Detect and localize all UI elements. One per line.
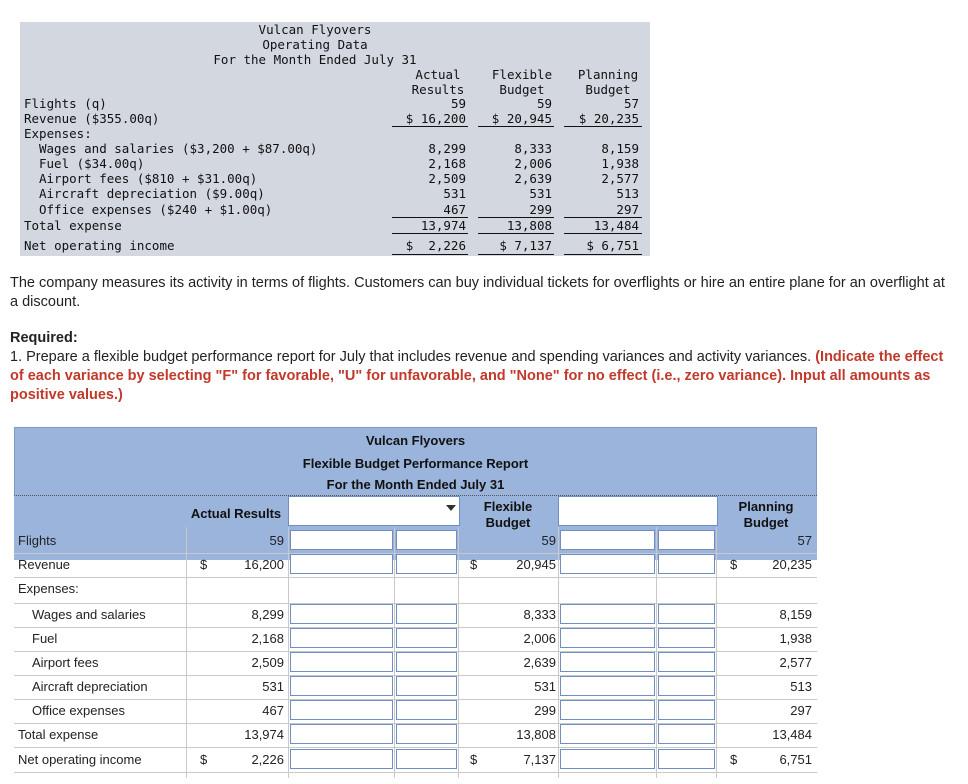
opdata-rule xyxy=(478,126,554,127)
activity-variance-effect-select[interactable] xyxy=(658,676,715,696)
opdata-actual-value: 8,299 xyxy=(428,141,466,156)
variance-amount-input[interactable] xyxy=(290,554,393,574)
activity-variance-amount-input[interactable] xyxy=(560,652,655,672)
opdata-planning-value: 1,938 xyxy=(601,156,639,171)
flexible-value: 20,945 xyxy=(516,557,556,572)
opdata-rule xyxy=(564,233,642,234)
table-row xyxy=(14,553,817,578)
activity-variance-label-input[interactable] xyxy=(558,496,718,526)
opdata-actual-value: 59 xyxy=(450,96,466,111)
table-row xyxy=(14,627,817,652)
row-label: Fuel xyxy=(32,631,58,646)
opdata-col-flexible-1: Flexible xyxy=(491,67,553,82)
opdata-actual-value: 2,168 xyxy=(428,156,466,171)
table-row xyxy=(14,529,817,554)
opdata-col-planning-2: Budget xyxy=(585,82,631,97)
variance-label-select[interactable] xyxy=(288,496,460,526)
activity-variance-effect-select[interactable] xyxy=(658,749,715,769)
opdata-actual-value: 2,509 xyxy=(428,171,466,186)
row-label: Net operating income xyxy=(18,752,142,767)
table-row xyxy=(14,651,817,676)
col-flexible-budget-2: Budget xyxy=(485,515,531,530)
opdata-actual-value: $ 16,200 xyxy=(405,111,466,126)
opdata-rule xyxy=(392,233,468,234)
performance-report xyxy=(14,427,817,778)
row-label: Total expense xyxy=(18,727,99,742)
dollar-sign: $ xyxy=(470,557,478,572)
planning-value: 2,577 xyxy=(779,655,812,670)
variance-effect-select[interactable] xyxy=(396,676,457,696)
opdata-row-label: Expenses: xyxy=(24,126,92,141)
variance-effect-select[interactable] xyxy=(396,652,457,672)
actual-value: 531 xyxy=(262,679,284,694)
flexible-value: 7,137 xyxy=(523,752,556,767)
table-row xyxy=(14,699,817,724)
opdata-row-label: Revenue ($355.00q) xyxy=(24,111,160,126)
opdata-flexible-value: 531 xyxy=(529,186,552,201)
activity-variance-amount-input[interactable] xyxy=(560,676,655,696)
variance-amount-input[interactable] xyxy=(290,628,393,648)
opdata-rule xyxy=(564,126,642,127)
row-label: Flights xyxy=(18,533,57,548)
actual-value: 467 xyxy=(262,703,284,718)
planning-value: 8,159 xyxy=(779,607,812,622)
planning-value: 297 xyxy=(790,703,812,718)
opdata-col-planning-1: Planning xyxy=(577,67,639,82)
required-instructions xyxy=(10,348,955,405)
opdata-flexible-value: 8,333 xyxy=(514,141,552,156)
opdata-rule xyxy=(564,254,642,255)
opdata-flexible-value: $ 7,137 xyxy=(499,238,552,253)
chevron-down-icon[interactable] xyxy=(446,505,456,511)
opdata-subtitle: Operating Data xyxy=(262,37,368,52)
planning-value: 20,235 xyxy=(772,557,812,572)
flexible-value: 59 xyxy=(541,533,556,548)
activity-variance-amount-input[interactable] xyxy=(560,724,655,744)
opdata-row-label: Fuel ($34.00q) xyxy=(39,156,145,171)
report-period: For the Month Ended July 31 xyxy=(326,477,505,492)
opdata-planning-value: 13,484 xyxy=(593,218,639,233)
opdata-actual-value: 467 xyxy=(443,202,466,217)
variance-effect-select[interactable] xyxy=(396,628,457,648)
opdata-title: Vulcan Flyovers xyxy=(258,22,372,37)
opdata-row-label: Aircraft depreciation ($9.00q) xyxy=(39,186,265,201)
variance-amount-input[interactable] xyxy=(290,724,393,744)
actual-value: 13,974 xyxy=(244,727,284,742)
activity-variance-effect-select[interactable] xyxy=(658,554,715,574)
activity-variance-effect-select[interactable] xyxy=(658,628,715,648)
opdata-row-label: Flights (q) xyxy=(24,96,107,111)
required-block xyxy=(10,329,955,405)
flexible-value: 8,333 xyxy=(523,607,556,622)
opdata-planning-value: 513 xyxy=(616,186,639,201)
opdata-flexible-value: 13,808 xyxy=(506,218,552,233)
planning-value: 6,751 xyxy=(779,752,812,767)
row-label: Office expenses xyxy=(32,703,125,718)
col-actual-results: Actual Results xyxy=(190,506,282,521)
opdata-actual-value: $ 2,226 xyxy=(405,238,466,253)
activity-variance-amount-input[interactable] xyxy=(560,530,655,550)
activity-variance-amount-input[interactable] xyxy=(560,604,655,624)
opdata-rule xyxy=(478,217,554,218)
variance-amount-input[interactable] xyxy=(290,749,393,769)
opdata-period: For the Month Ended July 31 xyxy=(213,52,417,67)
dollar-sign: $ xyxy=(730,752,738,767)
col-flexible-budget-1: Flexible xyxy=(483,499,533,514)
required-note: (Indicate the effect of each variance by selecting "F" for favorable, "U" for unfavorable, and "None" for no effect (i.e., zero variance). Input all amounts as positive values.) xyxy=(10,349,944,403)
required-text: 1. Prepare a flexible budget performance report for July that includes revenue and spending variances and activity variances. xyxy=(10,349,812,365)
actual-value: 2,226 xyxy=(251,752,284,767)
opdata-planning-value: $ 6,751 xyxy=(586,238,639,253)
row-label: Wages and salaries xyxy=(32,607,146,622)
col-planning-budget-2: Budget xyxy=(743,515,789,530)
actual-value: 59 xyxy=(269,533,284,548)
dollar-sign: $ xyxy=(200,752,208,767)
operating-data-panel xyxy=(20,22,650,256)
row-label: Aircraft depreciation xyxy=(32,679,148,694)
opdata-flexible-value: 2,006 xyxy=(514,156,552,171)
actual-value: 2,168 xyxy=(251,631,284,646)
opdata-planning-value: 297 xyxy=(616,202,639,217)
variance-effect-select[interactable] xyxy=(396,724,457,744)
table-row xyxy=(14,603,817,628)
activity-variance-effect-select[interactable] xyxy=(658,604,715,624)
report-title: Vulcan Flyovers xyxy=(365,433,466,448)
variance-effect-select[interactable] xyxy=(396,530,457,550)
planning-value: 57 xyxy=(797,533,812,548)
opdata-col-actual-1: Actual xyxy=(415,67,461,82)
activity-variance-effect-select[interactable] xyxy=(658,700,715,720)
opdata-rule xyxy=(392,254,468,255)
opdata-row-label: Office expenses ($240 + $1.00q) xyxy=(39,202,273,217)
activity-variance-effect-select[interactable] xyxy=(658,724,715,744)
variance-effect-select[interactable] xyxy=(396,700,457,720)
opdata-planning-value: 57 xyxy=(623,96,639,111)
variance-effect-select[interactable] xyxy=(396,749,457,769)
table-row xyxy=(14,748,817,773)
report-subtitle: Flexible Budget Performance Report xyxy=(302,456,529,471)
flexible-value: 13,808 xyxy=(516,727,556,742)
activity-variance-amount-input[interactable] xyxy=(560,554,655,574)
planning-value: 13,484 xyxy=(772,727,812,742)
opdata-row-label: Total expense xyxy=(24,218,122,233)
report-banner xyxy=(14,427,817,497)
opdata-actual-value: 531 xyxy=(443,186,466,201)
dollar-sign: $ xyxy=(200,557,208,572)
col-planning-budget-1: Planning xyxy=(738,499,794,514)
opdata-row-label: Wages and salaries ($3,200 + $87.00q) xyxy=(39,141,318,156)
activity-variance-amount-input[interactable] xyxy=(560,628,655,648)
opdata-rule xyxy=(478,254,554,255)
opdata-col-flexible-2: Budget xyxy=(499,82,545,97)
activity-variance-amount-input[interactable] xyxy=(560,749,655,769)
flexible-value: 2,639 xyxy=(523,655,556,670)
variance-amount-input[interactable] xyxy=(290,530,393,550)
table-row xyxy=(14,577,817,604)
activity-variance-effect-select[interactable] xyxy=(658,530,715,550)
planning-value: 513 xyxy=(790,679,812,694)
table-row xyxy=(14,675,817,700)
opdata-planning-value: 2,577 xyxy=(601,171,639,186)
opdata-rule xyxy=(478,233,554,234)
required-title: Required: xyxy=(10,330,78,346)
opdata-planning-value: 8,159 xyxy=(601,141,639,156)
opdata-rule xyxy=(564,217,642,218)
variance-amount-input[interactable] xyxy=(290,652,393,672)
actual-value: 2,509 xyxy=(251,655,284,670)
actual-value: 8,299 xyxy=(251,607,284,622)
variance-effect-select[interactable] xyxy=(396,554,457,574)
intro-text: The company measures its activity in terms of flights. Customers can buy individual tickets for overflights or hire an entire plane for an overflight at a discount. xyxy=(10,275,945,310)
activity-variance-effect-select[interactable] xyxy=(658,652,715,672)
opdata-flexible-value: 59 xyxy=(536,96,552,111)
opdata-planning-value: $ 20,235 xyxy=(578,111,639,126)
row-label: Airport fees xyxy=(32,655,99,670)
dollar-sign: $ xyxy=(470,752,478,767)
flexible-value: 531 xyxy=(534,679,556,694)
dollar-sign: $ xyxy=(730,557,738,572)
opdata-col-actual-2: Results xyxy=(411,82,465,97)
row-label: Revenue xyxy=(18,557,71,572)
opdata-rule xyxy=(392,126,468,127)
actual-value: 16,200 xyxy=(244,557,284,572)
opdata-rule xyxy=(392,217,468,218)
planning-value: 1,938 xyxy=(779,631,812,646)
row-label: Expenses: xyxy=(18,581,79,596)
table-row xyxy=(14,723,817,748)
opdata-flexible-value: $ 20,945 xyxy=(491,111,552,126)
opdata-row-label: Airport fees ($810 + $31.00q) xyxy=(39,171,258,186)
flexible-value: 299 xyxy=(534,703,556,718)
activity-variance-amount-input[interactable] xyxy=(560,700,655,720)
variance-effect-select[interactable] xyxy=(396,604,457,624)
variance-amount-input[interactable] xyxy=(290,676,393,696)
variance-amount-input[interactable] xyxy=(290,604,393,624)
opdata-row-label: Net operating income xyxy=(24,238,175,253)
opdata-flexible-value: 299 xyxy=(529,202,552,217)
variance-amount-input[interactable] xyxy=(290,700,393,720)
flexible-value: 2,006 xyxy=(523,631,556,646)
opdata-actual-value: 13,974 xyxy=(420,218,466,233)
opdata-flexible-value: 2,639 xyxy=(514,171,552,186)
